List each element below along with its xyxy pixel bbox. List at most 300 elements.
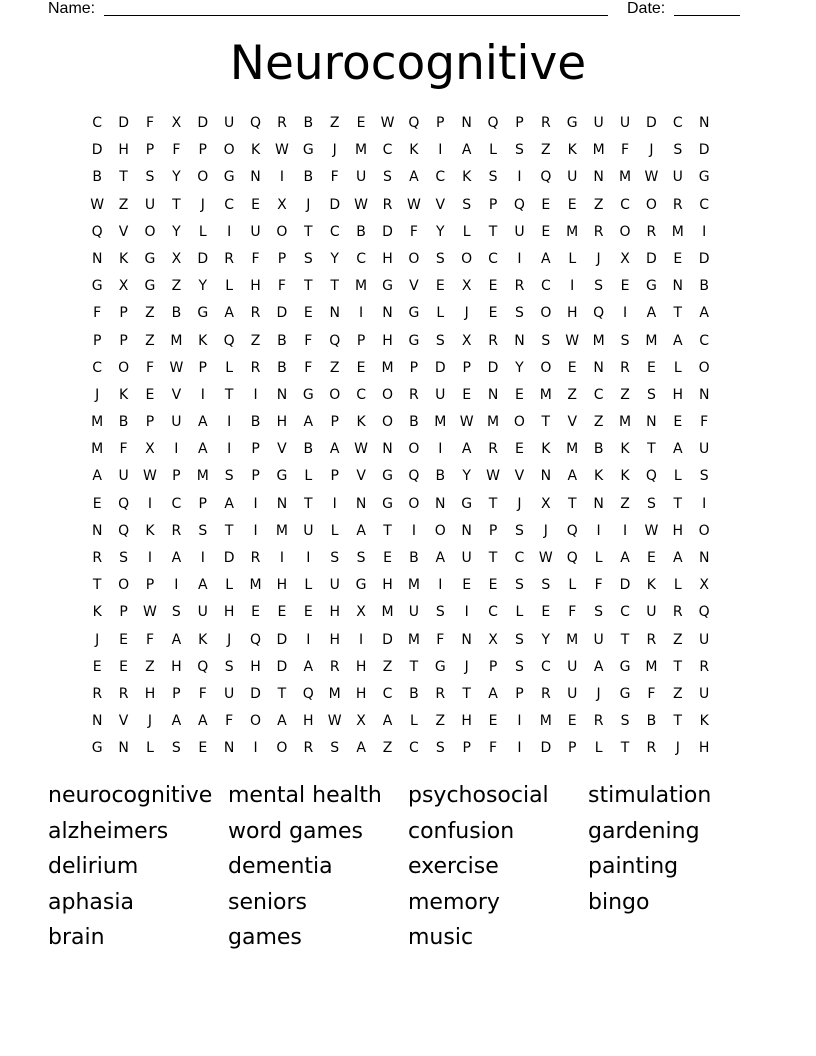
grid-letter[interactable]: I	[253, 522, 258, 539]
grid-letter[interactable]: U	[699, 441, 710, 458]
grid-letter[interactable]: Z	[593, 414, 604, 431]
grid-letter[interactable]: I	[227, 441, 232, 458]
grid-letter[interactable]: G	[408, 332, 420, 349]
date-blank-line[interactable]	[674, 15, 740, 16]
grid-letter[interactable]: Z	[329, 115, 340, 131]
grid-letter[interactable]: E	[541, 223, 551, 240]
grid-letter[interactable]: X	[171, 250, 182, 267]
grid-letter[interactable]: J	[147, 713, 153, 730]
grid-letter[interactable]: F	[620, 142, 630, 159]
grid-letter[interactable]: K	[356, 414, 366, 431]
grid-letter[interactable]: M	[407, 577, 420, 594]
grid-letter[interactable]: F	[304, 332, 313, 349]
grid-letter[interactable]: Z	[145, 332, 155, 349]
grid-letter[interactable]: K	[541, 441, 551, 458]
grid-letter[interactable]: D	[382, 223, 393, 240]
grid-letter[interactable]: E	[462, 577, 472, 594]
grid-letter[interactable]: M	[539, 386, 552, 403]
grid-letter[interactable]: N	[118, 740, 129, 757]
grid-letter[interactable]: I	[200, 550, 205, 566]
grid-letter[interactable]: I	[517, 740, 522, 757]
grid-letter[interactable]: S	[515, 658, 524, 675]
grid-letter[interactable]: A	[356, 522, 366, 539]
grid-letter[interactable]: E	[383, 550, 392, 566]
grid-letter[interactable]: F	[647, 685, 656, 702]
grid-letter[interactable]: L	[304, 468, 313, 485]
grid-letter[interactable]: O	[698, 522, 710, 539]
grid-letter[interactable]: G	[144, 278, 156, 295]
grid-letter[interactable]: N	[250, 169, 261, 186]
grid-letter[interactable]: F	[145, 359, 154, 376]
grid-letter[interactable]: J	[543, 522, 548, 539]
grid-letter[interactable]: M	[249, 577, 262, 594]
grid-letter[interactable]: O	[408, 495, 420, 512]
grid-letter[interactable]: T	[620, 631, 630, 648]
grid-letter[interactable]: G	[434, 658, 446, 675]
grid-letter[interactable]: W	[143, 468, 157, 485]
grid-letter[interactable]: L	[515, 604, 524, 621]
grid-letter[interactable]: D	[276, 658, 288, 675]
grid-letter[interactable]: T	[119, 169, 128, 186]
grid-letter[interactable]: K	[118, 250, 129, 267]
grid-letter[interactable]: S	[515, 142, 524, 159]
grid-letter[interactable]: E	[277, 604, 287, 621]
grid-letter[interactable]: G	[302, 142, 314, 159]
grid-letter[interactable]: N	[514, 332, 525, 349]
grid-letter[interactable]: I	[702, 223, 707, 240]
grid-letter[interactable]: N	[223, 740, 235, 757]
grid-letter[interactable]: Q	[408, 468, 420, 485]
grid-letter[interactable]: R	[672, 604, 683, 621]
grid-letter[interactable]: A	[277, 713, 287, 730]
grid-letter[interactable]: P	[145, 577, 155, 594]
grid-letter[interactable]: S	[330, 550, 340, 566]
grid-letter[interactable]: E	[462, 386, 472, 403]
grid-letter[interactable]: P	[198, 495, 207, 512]
grid-letter[interactable]: D	[276, 305, 288, 322]
grid-letter[interactable]: X	[620, 250, 630, 267]
grid-letter[interactable]: F	[172, 142, 181, 159]
grid-letter[interactable]: N	[593, 359, 604, 376]
grid-letter[interactable]: N	[461, 631, 472, 648]
grid-letter[interactable]: J	[332, 142, 337, 159]
grid-letter[interactable]: S	[541, 332, 551, 349]
grid-letter[interactable]: W	[380, 115, 395, 131]
grid-letter[interactable]: A	[197, 713, 208, 730]
grid-letter[interactable]: T	[673, 305, 683, 322]
grid-letter[interactable]: I	[306, 631, 311, 648]
grid-letter[interactable]: H	[329, 631, 340, 648]
grid-letter[interactable]: R	[593, 713, 604, 730]
grid-letter[interactable]: I	[279, 550, 284, 566]
grid-letter[interactable]: N	[382, 305, 393, 322]
grid-letter[interactable]: R	[646, 631, 657, 648]
grid-letter[interactable]: I	[596, 522, 601, 539]
grid-letter[interactable]: U	[567, 658, 578, 675]
grid-letter[interactable]: A	[356, 740, 366, 757]
grid-letter[interactable]: C	[92, 359, 103, 376]
grid-letter[interactable]: Q	[91, 223, 103, 240]
grid-letter[interactable]: H	[355, 685, 367, 702]
grid-letter[interactable]: S	[383, 169, 392, 186]
grid-letter[interactable]: C	[329, 223, 340, 240]
grid-letter[interactable]: F	[225, 713, 234, 730]
grid-letter[interactable]: K	[594, 468, 604, 485]
grid-letter[interactable]: F	[145, 631, 154, 648]
grid-letter[interactable]: E	[356, 359, 366, 376]
grid-letter[interactable]: I	[174, 577, 179, 594]
grid-letter[interactable]: B	[277, 359, 287, 376]
grid-letter[interactable]: T	[304, 223, 313, 240]
grid-letter[interactable]: E	[567, 713, 577, 730]
grid-letter[interactable]: Z	[171, 278, 182, 295]
grid-letter[interactable]: U	[619, 115, 631, 131]
grid-letter[interactable]: H	[276, 414, 288, 431]
grid-letter[interactable]: I	[411, 522, 416, 539]
grid-letter[interactable]: E	[435, 278, 445, 295]
grid-letter[interactable]: E	[303, 305, 313, 322]
grid-letter[interactable]: R	[488, 441, 498, 458]
grid-letter[interactable]: F	[119, 441, 128, 458]
grid-letter[interactable]: R	[224, 250, 235, 267]
grid-letter[interactable]: I	[227, 223, 232, 240]
grid-letter[interactable]: C	[699, 196, 710, 213]
grid-letter[interactable]: A	[488, 685, 498, 702]
grid-letter[interactable]: R	[329, 658, 340, 675]
grid-letter[interactable]: C	[382, 685, 393, 702]
grid-letter[interactable]: U	[197, 604, 208, 621]
grid-letter[interactable]: P	[145, 414, 155, 431]
grid-letter[interactable]: F	[93, 305, 102, 322]
grid-letter[interactable]: H	[355, 658, 367, 675]
grid-letter[interactable]: D	[698, 142, 710, 159]
grid-letter[interactable]: T	[488, 550, 498, 566]
grid-letter[interactable]: K	[198, 631, 208, 648]
grid-letter[interactable]: Z	[382, 740, 393, 757]
grid-letter[interactable]: B	[409, 685, 419, 702]
grid-letter[interactable]: C	[171, 495, 182, 512]
grid-letter[interactable]: M	[539, 713, 552, 730]
grid-letter[interactable]: Y	[541, 631, 551, 648]
grid-letter[interactable]: S	[435, 250, 445, 267]
grid-letter[interactable]: S	[515, 631, 524, 648]
grid-letter[interactable]: P	[515, 115, 524, 131]
grid-letter[interactable]: E	[251, 604, 260, 621]
grid-letter[interactable]: N	[329, 305, 340, 322]
grid-letter[interactable]: O	[223, 142, 235, 159]
grid-letter[interactable]: N	[461, 115, 472, 131]
grid-letter[interactable]: P	[119, 604, 128, 621]
grid-letter[interactable]: C	[382, 142, 393, 159]
grid-letter[interactable]: F	[436, 631, 445, 648]
grid-letter[interactable]: A	[329, 441, 340, 458]
grid-letter[interactable]: I	[622, 305, 628, 322]
grid-letter[interactable]: C	[620, 604, 630, 621]
grid-letter[interactable]: H	[171, 658, 182, 675]
grid-letter[interactable]: F	[700, 414, 709, 431]
grid-letter[interactable]: T	[541, 414, 551, 431]
grid-letter[interactable]: N	[540, 468, 552, 485]
grid-letter[interactable]: R	[646, 223, 657, 240]
grid-letter[interactable]: H	[303, 713, 314, 730]
grid-letter[interactable]: D	[434, 359, 446, 376]
grid-letter[interactable]: L	[673, 577, 682, 594]
grid-letter[interactable]: I	[438, 441, 443, 458]
grid-letter[interactable]: Q	[487, 115, 499, 131]
grid-letter[interactable]: E	[515, 441, 524, 458]
grid-letter[interactable]: U	[224, 115, 235, 131]
grid-letter[interactable]: U	[303, 522, 314, 539]
grid-letter[interactable]: Q	[118, 522, 130, 539]
grid-letter[interactable]: W	[354, 196, 369, 213]
grid-letter[interactable]: U	[435, 386, 446, 403]
grid-letter[interactable]: A	[673, 332, 683, 349]
grid-letter[interactable]: P	[145, 142, 155, 159]
grid-letter[interactable]: H	[382, 577, 393, 594]
grid-letter[interactable]: P	[515, 685, 524, 702]
grid-letter[interactable]: J	[95, 386, 100, 403]
grid-letter[interactable]: S	[515, 522, 524, 539]
grid-letter[interactable]: A	[171, 713, 182, 730]
grid-letter[interactable]: B	[303, 169, 314, 186]
grid-letter[interactable]: C	[224, 196, 235, 213]
grid-letter[interactable]: U	[593, 631, 604, 648]
grid-letter[interactable]: D	[540, 740, 552, 757]
grid-letter[interactable]: L	[198, 223, 207, 240]
grid-letter[interactable]: V	[171, 386, 182, 403]
grid-letter[interactable]: T	[673, 713, 683, 730]
grid-letter[interactable]: T	[224, 522, 234, 539]
grid-letter[interactable]: T	[488, 223, 498, 240]
grid-letter[interactable]: R	[118, 685, 129, 702]
grid-letter[interactable]: A	[303, 414, 314, 431]
grid-letter[interactable]: P	[488, 522, 498, 539]
grid-letter[interactable]: C	[699, 332, 710, 349]
grid-letter[interactable]: U	[171, 414, 182, 431]
grid-letter[interactable]: B	[250, 414, 261, 431]
grid-letter[interactable]: W	[327, 713, 342, 730]
grid-letter[interactable]: R	[593, 223, 604, 240]
grid-letter[interactable]: I	[359, 631, 364, 648]
grid-letter[interactable]: J	[596, 250, 601, 267]
grid-letter[interactable]: L	[225, 359, 234, 376]
grid-letter[interactable]: Q	[408, 115, 420, 131]
grid-letter[interactable]: R	[646, 740, 657, 757]
grid-letter[interactable]: M	[407, 631, 420, 648]
grid-letter[interactable]: G	[223, 169, 235, 186]
grid-letter[interactable]: I	[359, 305, 364, 322]
grid-letter[interactable]: R	[435, 685, 446, 702]
grid-letter[interactable]: V	[277, 441, 287, 458]
grid-letter[interactable]: M	[91, 441, 104, 458]
grid-letter[interactable]: L	[225, 278, 234, 295]
grid-letter[interactable]: Q	[302, 685, 314, 702]
grid-letter[interactable]: J	[95, 631, 100, 648]
grid-letter[interactable]: L	[673, 468, 682, 485]
grid-letter[interactable]: U	[646, 604, 657, 621]
grid-letter[interactable]: I	[147, 550, 153, 566]
grid-letter[interactable]: I	[174, 441, 179, 458]
grid-letter[interactable]: E	[488, 713, 498, 730]
grid-letter[interactable]: E	[119, 631, 129, 648]
grid-letter[interactable]: E	[567, 359, 577, 376]
grid-letter[interactable]: E	[541, 604, 551, 621]
grid-letter[interactable]: T	[304, 278, 313, 295]
grid-letter[interactable]: V	[356, 468, 366, 485]
grid-letter[interactable]: M	[381, 359, 394, 376]
grid-letter[interactable]: T	[647, 441, 656, 458]
grid-letter[interactable]: Q	[223, 332, 235, 349]
grid-letter[interactable]: K	[646, 577, 656, 594]
grid-letter[interactable]: C	[514, 550, 525, 566]
grid-letter[interactable]: R	[92, 685, 103, 702]
grid-letter[interactable]: O	[118, 577, 130, 594]
grid-letter[interactable]: P	[119, 305, 128, 322]
grid-letter[interactable]: P	[119, 332, 128, 349]
grid-letter[interactable]: K	[462, 169, 472, 186]
grid-letter[interactable]: E	[673, 250, 683, 267]
grid-letter[interactable]: P	[198, 142, 207, 159]
grid-letter[interactable]: U	[567, 685, 578, 702]
grid-letter[interactable]: Q	[197, 658, 209, 675]
grid-letter[interactable]: G	[197, 305, 209, 322]
grid-letter[interactable]: M	[618, 414, 632, 431]
grid-letter[interactable]: G	[698, 169, 710, 186]
grid-letter[interactable]: P	[172, 685, 181, 702]
grid-letter[interactable]: Z	[567, 386, 578, 403]
grid-letter[interactable]: K	[620, 468, 630, 485]
grid-letter[interactable]: P	[462, 740, 471, 757]
grid-letter[interactable]: V	[118, 713, 129, 730]
grid-letter[interactable]: M	[355, 142, 368, 159]
grid-letter[interactable]: Q	[250, 115, 262, 131]
grid-letter[interactable]: P	[198, 359, 207, 376]
grid-letter[interactable]: P	[436, 115, 445, 131]
grid-letter[interactable]: Z	[329, 359, 340, 376]
grid-letter[interactable]: S	[515, 577, 524, 594]
grid-letter[interactable]: E	[541, 196, 551, 213]
grid-letter[interactable]: A	[461, 441, 472, 458]
grid-letter[interactable]: O	[540, 305, 552, 322]
grid-letter[interactable]: W	[354, 441, 369, 458]
grid-letter[interactable]: R	[514, 278, 525, 295]
grid-letter[interactable]: R	[540, 685, 551, 702]
grid-letter[interactable]: X	[356, 604, 366, 621]
grid-letter[interactable]: O	[276, 740, 288, 757]
grid-letter[interactable]: K	[145, 522, 155, 539]
grid-letter[interactable]: J	[306, 196, 311, 213]
grid-letter[interactable]: P	[172, 468, 181, 485]
grid-letter[interactable]: G	[461, 495, 473, 512]
grid-letter[interactable]: A	[224, 305, 234, 322]
grid-letter[interactable]: S	[646, 495, 656, 512]
grid-letter[interactable]: W	[275, 142, 289, 159]
grid-letter[interactable]: X	[118, 278, 129, 295]
grid-letter[interactable]: Y	[435, 223, 445, 240]
grid-letter[interactable]: H	[276, 577, 288, 594]
grid-letter[interactable]: Q	[513, 196, 525, 213]
grid-letter[interactable]: O	[698, 359, 710, 376]
grid-letter[interactable]: P	[409, 359, 419, 376]
grid-letter[interactable]: B	[699, 278, 709, 295]
grid-letter[interactable]: E	[620, 278, 630, 295]
grid-letter[interactable]: G	[619, 658, 631, 675]
grid-letter[interactable]: E	[488, 577, 498, 594]
grid-letter[interactable]: M	[645, 658, 658, 675]
grid-letter[interactable]: P	[330, 468, 339, 485]
grid-letter[interactable]: J	[227, 631, 232, 648]
grid-letter[interactable]: I	[253, 740, 258, 757]
grid-letter[interactable]: U	[355, 169, 367, 186]
grid-letter[interactable]: N	[593, 169, 604, 186]
grid-letter[interactable]: E	[198, 740, 208, 757]
grid-letter[interactable]: I	[517, 250, 522, 267]
grid-letter[interactable]: L	[594, 550, 603, 566]
grid-letter[interactable]: Q	[698, 604, 710, 621]
grid-letter[interactable]: U	[329, 577, 340, 594]
grid-letter[interactable]: R	[303, 740, 314, 757]
grid-letter[interactable]: W	[459, 414, 474, 431]
grid-letter[interactable]: S	[699, 468, 709, 485]
grid-letter[interactable]: S	[119, 550, 129, 566]
grid-letter[interactable]: P	[488, 658, 498, 675]
grid-letter[interactable]: U	[514, 223, 525, 240]
grid-letter[interactable]: B	[646, 713, 657, 730]
grid-letter[interactable]: W	[644, 522, 659, 539]
grid-letter[interactable]: R	[250, 305, 261, 322]
grid-letter[interactable]: H	[250, 658, 261, 675]
grid-letter[interactable]: S	[594, 278, 604, 295]
grid-letter[interactable]: L	[304, 577, 313, 594]
grid-letter[interactable]: F	[304, 359, 313, 376]
grid-letter[interactable]: Q	[645, 468, 657, 485]
grid-letter[interactable]: W	[538, 550, 553, 566]
grid-letter[interactable]: R	[250, 359, 261, 376]
grid-letter[interactable]: S	[541, 577, 551, 594]
grid-letter[interactable]: O	[408, 250, 420, 267]
grid-letter[interactable]: E	[251, 196, 260, 213]
grid-letter[interactable]: B	[409, 414, 419, 431]
grid-letter[interactable]: A	[673, 441, 683, 458]
grid-letter[interactable]: M	[275, 522, 288, 539]
grid-letter[interactable]: G	[566, 115, 578, 131]
grid-letter[interactable]: S	[462, 196, 472, 213]
grid-letter[interactable]: R	[620, 359, 630, 376]
grid-letter[interactable]: I	[570, 278, 575, 295]
grid-letter[interactable]: A	[593, 658, 604, 675]
grid-letter[interactable]: L	[594, 740, 603, 757]
grid-letter[interactable]: I	[517, 169, 522, 186]
grid-letter[interactable]: A	[699, 305, 709, 322]
grid-letter[interactable]: O	[329, 386, 341, 403]
grid-letter[interactable]: L	[568, 250, 577, 267]
grid-letter[interactable]: Z	[382, 658, 393, 675]
grid-letter[interactable]: P	[462, 359, 471, 376]
grid-letter[interactable]: B	[303, 115, 314, 131]
grid-letter[interactable]: T	[224, 386, 234, 403]
grid-letter[interactable]: L	[673, 359, 682, 376]
grid-letter[interactable]: D	[329, 196, 341, 213]
grid-letter[interactable]: I	[622, 522, 628, 539]
grid-letter[interactable]: S	[435, 740, 445, 757]
grid-letter[interactable]: Z	[250, 332, 261, 349]
grid-letter[interactable]: H	[223, 604, 235, 621]
grid-letter[interactable]: G	[619, 685, 631, 702]
grid-letter[interactable]: Q	[329, 332, 341, 349]
grid-letter[interactable]: D	[276, 631, 288, 648]
grid-letter[interactable]: Q	[593, 305, 605, 322]
grid-letter[interactable]: E	[488, 278, 498, 295]
